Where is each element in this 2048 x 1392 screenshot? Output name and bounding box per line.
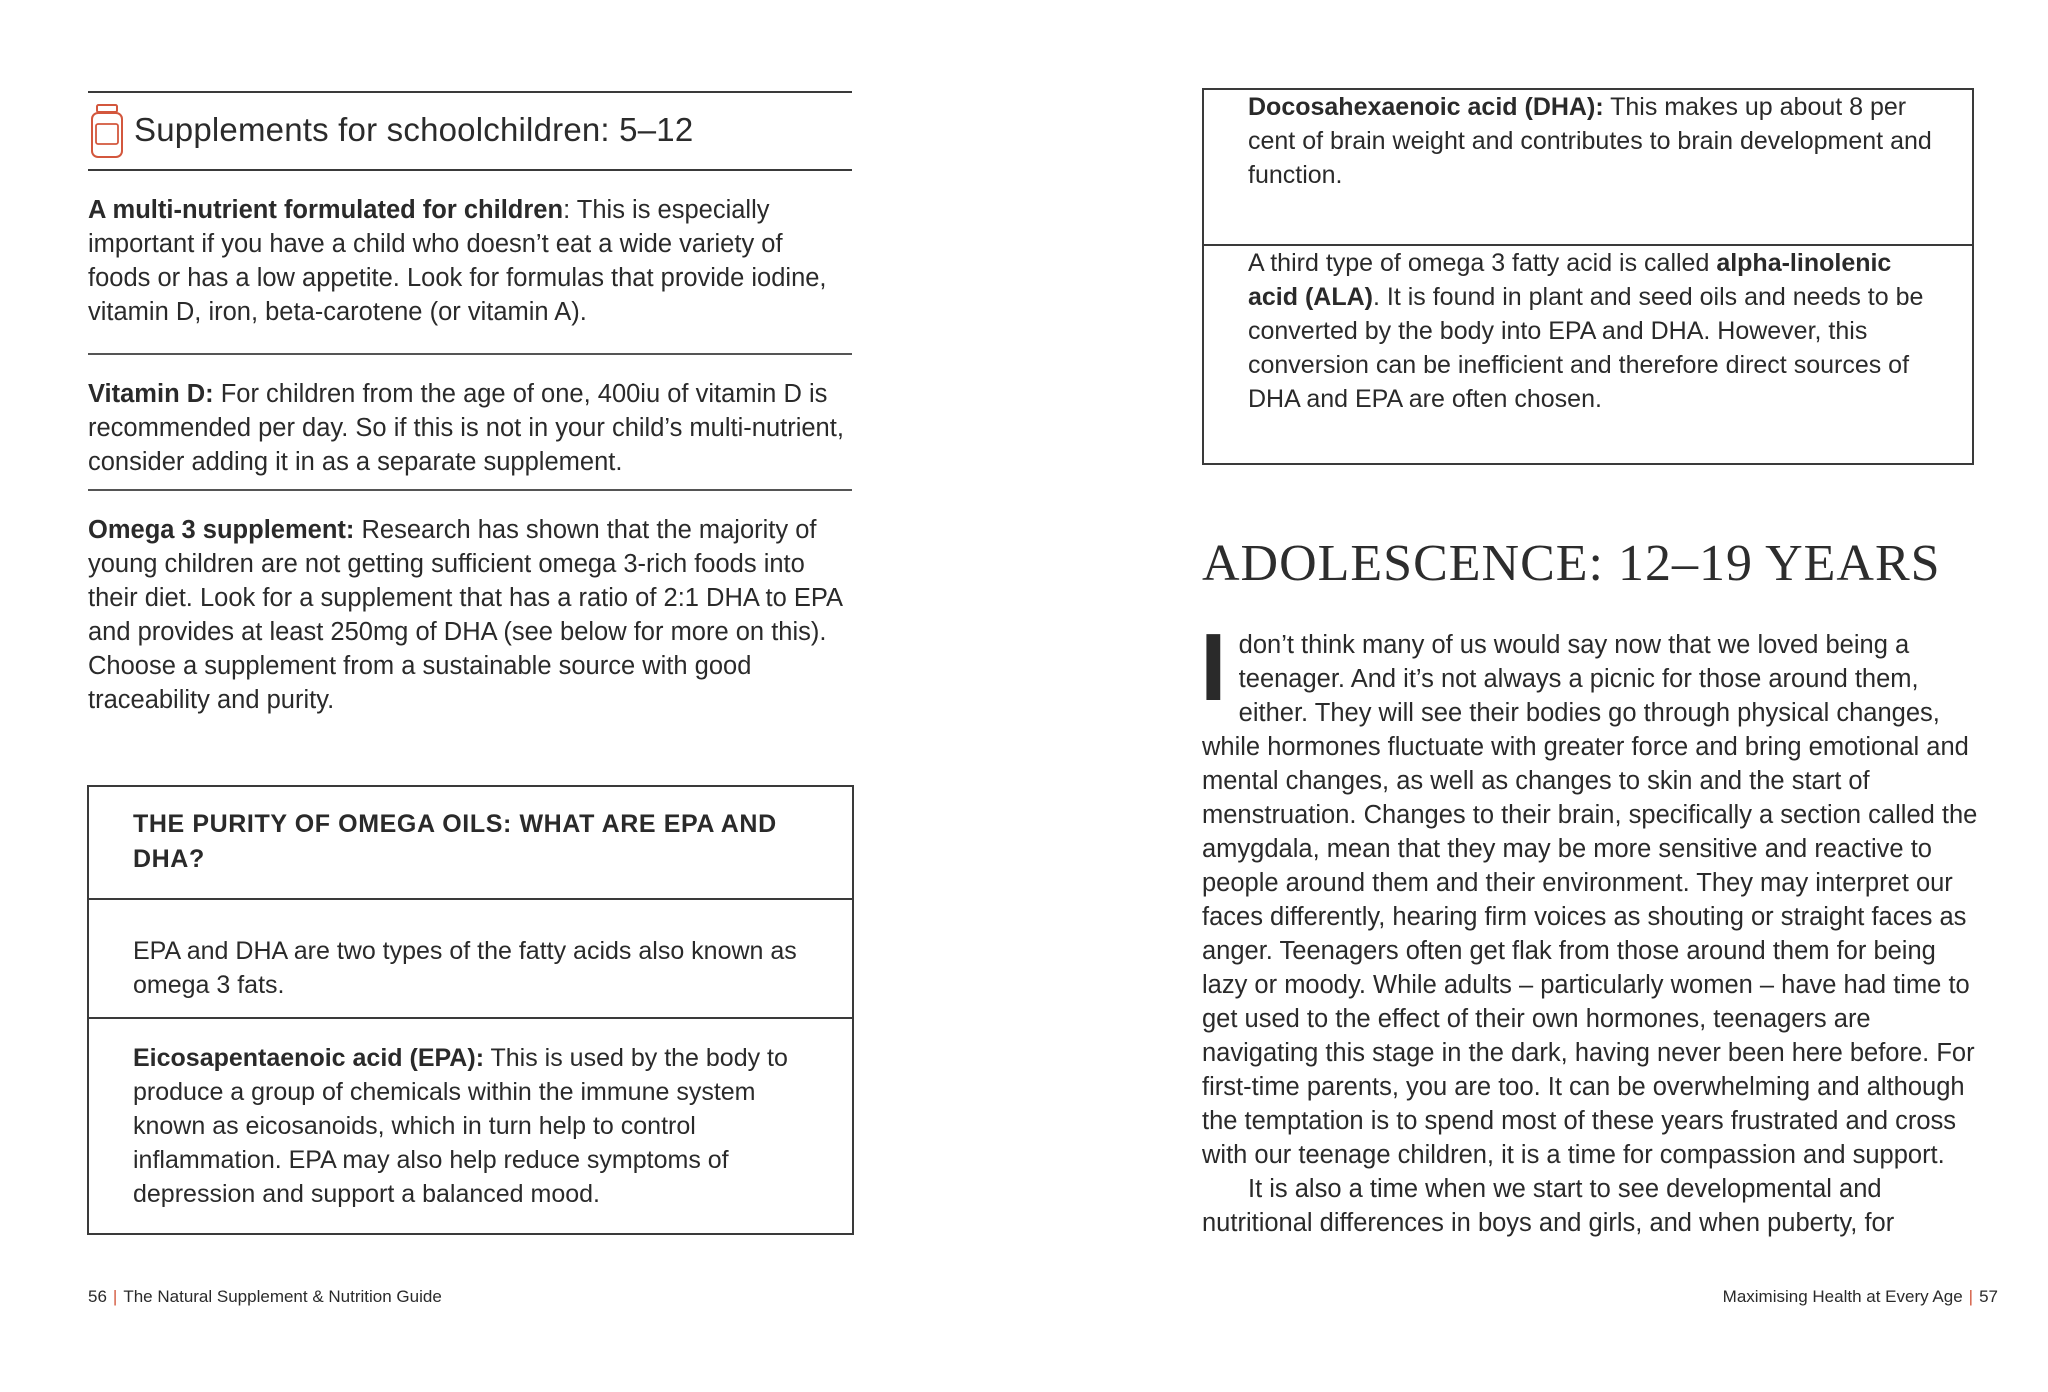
footer-separator: | xyxy=(112,1287,118,1306)
chapter-body xyxy=(1200,614,1982,1240)
right-page xyxy=(1024,0,2048,1392)
panel-title: THE PURITY OF OMEGA OILS: WHAT ARE EPA AND DHA? xyxy=(133,810,777,873)
panel-dha-entry xyxy=(1204,90,1972,244)
panel-ala-entry xyxy=(1204,244,1972,416)
running-head: Maximising Health at Every Age xyxy=(1722,1287,1963,1306)
supplement-text: For children from the age of one, 400iu of vitamin D is recommended per day. So if this is not in your child’s multi-nutrient, consider adding it in as a separate supplement. xyxy=(88,380,844,476)
body-paragraph: It is also a time when we start to see developmental and nutritional differences in boys and girls, and when puberty, for xyxy=(1202,1175,1895,1237)
body-paragraph xyxy=(1200,614,1982,1172)
section-header xyxy=(88,91,852,171)
panel-epa-entry xyxy=(89,1017,852,1211)
ala-intro: A third type of omega 3 fatty acid is called xyxy=(1248,249,1717,277)
supplements-section xyxy=(88,91,852,717)
section-title: Supplements for schoolchildren: 5–12 xyxy=(134,111,694,148)
ala-term: alpha-linolenic acid (ALA) xyxy=(1248,249,1892,311)
footer-right xyxy=(1723,1287,1998,1307)
footer-left xyxy=(88,1287,442,1307)
supplement-bottle-icon xyxy=(90,103,124,159)
supplement-term: A multi-nutrient formulated for children xyxy=(88,196,564,224)
panel-intro: EPA and DHA are two types of the fatty acids also known as omega 3 fats. xyxy=(89,898,852,1017)
omega-oils-panel-continued xyxy=(1202,88,1974,465)
supplement-item-multinutrient xyxy=(88,171,852,355)
ala-text: . It is found in plant and seed oils and needs to be converted by the body into EPA and DHA. However, this conversion can be inefficient and therefore direct sources of DHA and EPA are often chosen. xyxy=(1248,283,1924,413)
epa-term: Eicosapentaenoic acid (EPA): xyxy=(133,1044,485,1072)
omega-oils-panel xyxy=(87,785,854,1235)
dha-text: This makes up about 8 per cent of brain weight and contributes to brain development and function. xyxy=(1248,93,1932,189)
supplement-item-vitamin-d xyxy=(88,355,852,491)
supplement-term: Vitamin D: xyxy=(88,380,214,408)
paragraph-text: don’t think many of us would say now that we loved being a teenager. And it’s not always a picnic for those around them, either. They will see their bodies go through physical changes, while hormones fluctuate with greater force and bring emotional and mental changes, as well as changes to skin and the start of menstruation. Changes to their brain, specifically a section called the amygdala, mean that they may be more sensitive and reactive to people around them and their environment. They may interpret our faces differently, hearing firm voices as shouting or straight faces as anger. Teenagers often get flak from those around them for being lazy or moody. While adults – particularly women – have had time to get used to the effect of their own hormones, teenagers are navigating this stage in the dark, having never been here before. For first-time parents, you are too. It can be overwhelming and although the temptation is to spend most of these years frustrated and cross with our teenage children, it is a time for compassion and support. xyxy=(1202,631,1978,1169)
supplement-item-omega-3 xyxy=(88,491,852,717)
supplement-text: : This is especially important if you have a child who doesn’t eat a wide variety of foods or has a low appetite. Look for formulas that provide iodine, vitamin D, iron, beta-carotene (or vitamin A). xyxy=(88,196,827,326)
drop-cap: I xyxy=(1200,614,1227,721)
book-title: The Natural Supplement & Nutrition Guide xyxy=(123,1287,442,1306)
footer-separator: | xyxy=(1968,1287,1974,1306)
epa-text: This is used by the body to produce a group of chemicals within the immune system known as eicosanoids, which in turn help to control inflammation. EPA may also help reduce symptoms of depression and support a balanced mood. xyxy=(133,1044,788,1208)
supplement-term: Omega 3 supplement: xyxy=(88,516,355,544)
dha-term: Docosahexaenoic acid (DHA): xyxy=(1248,93,1604,121)
page-number: 56 xyxy=(88,1287,107,1306)
page-number: 57 xyxy=(1979,1287,1998,1306)
supplement-text: Research has shown that the majority of young children are not getting sufficient omega 3-rich foods into their diet. Look for a supplement that has a ratio of 2:1 DHA to EPA and provides at least 250mg of DHA (see below for more on this). Choose a supplement from a sustainable source with good traceability and purity. xyxy=(88,516,842,714)
chapter-heading: ADOLESCENCE: 12–19 YEARS xyxy=(1202,535,1941,592)
